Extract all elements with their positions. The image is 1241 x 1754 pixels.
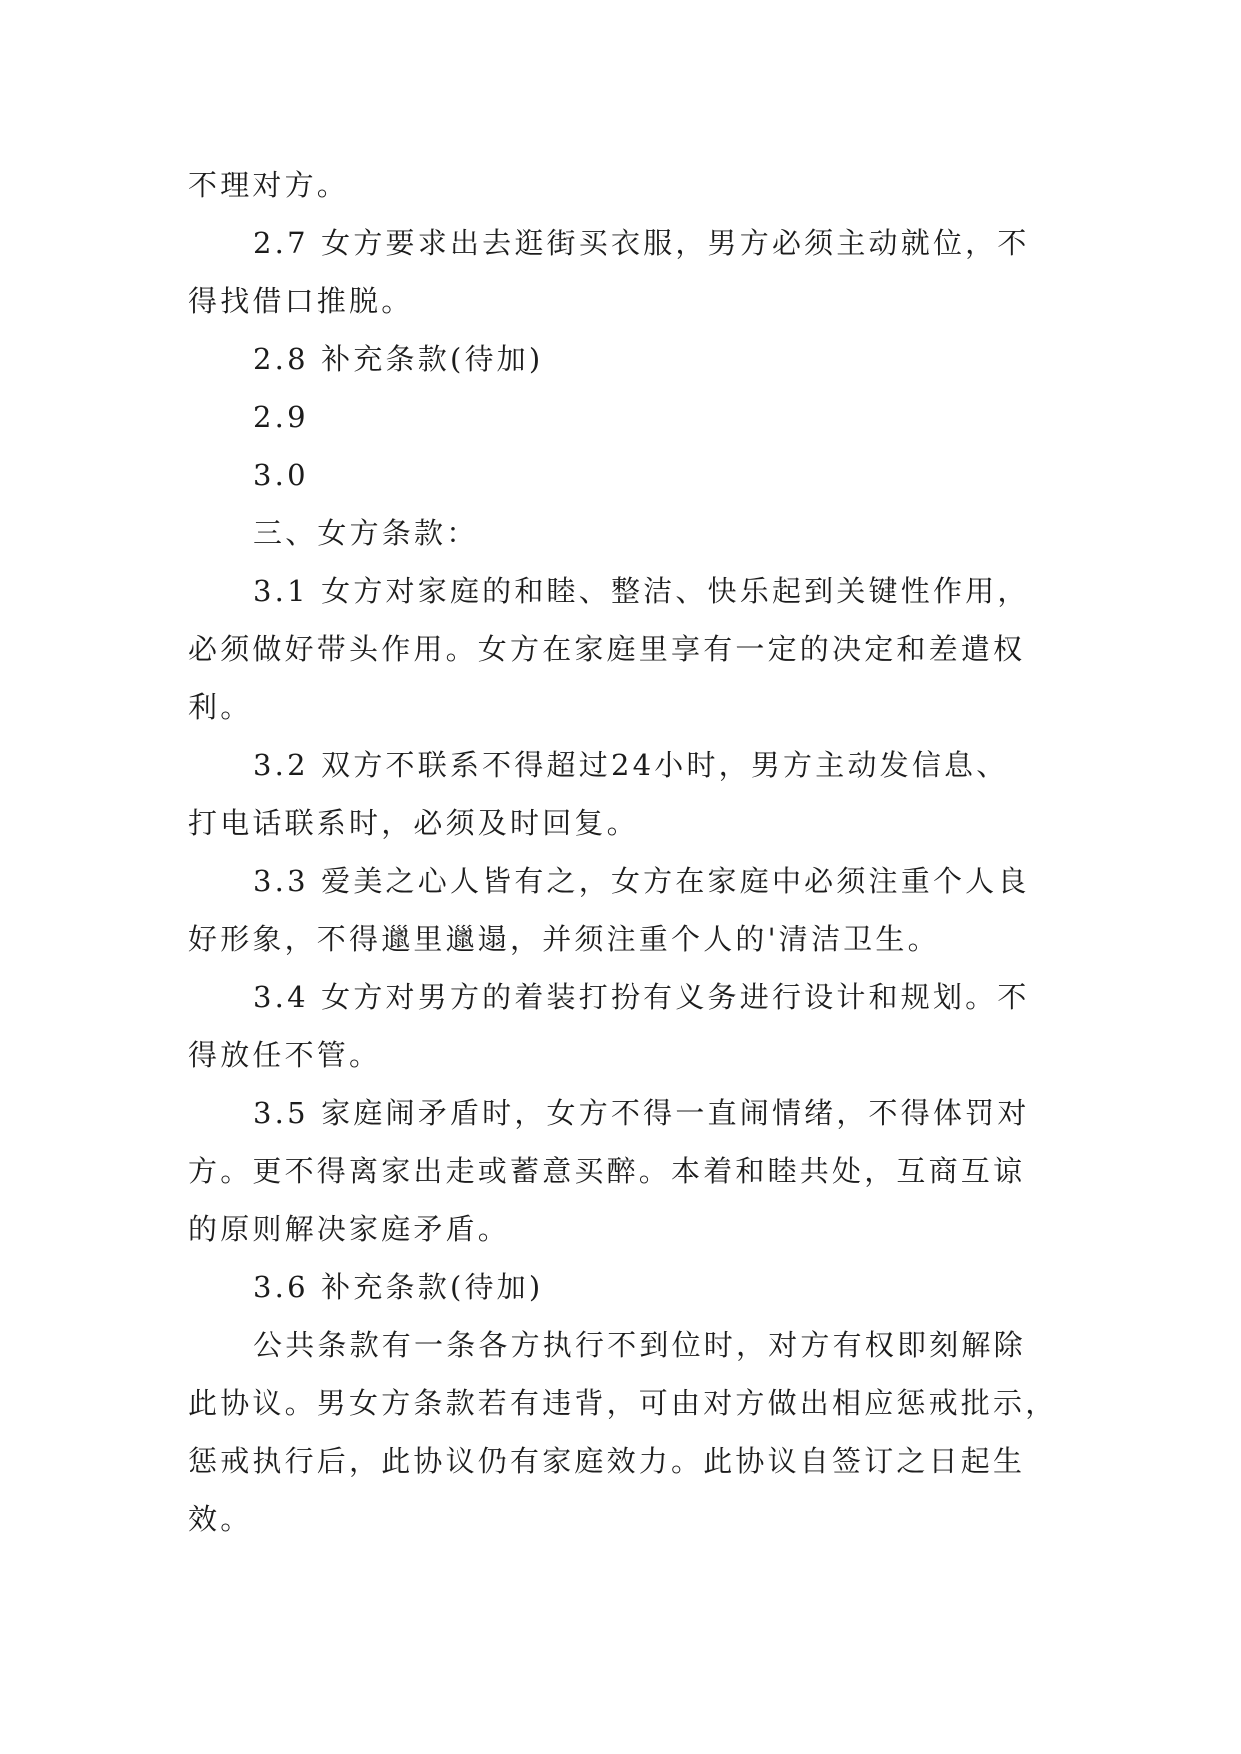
text-line: 方。更不得离家出走或蓄意买醉。本着和睦共处，互商互谅 (188, 1154, 1026, 1188)
text-line: 不理对方。 (188, 168, 350, 202)
text-line: 3.2 双方不联系不得超过24小时，男方主动发信息、 (253, 748, 1009, 782)
text-line: 3.1 女方对家庭的和睦、整洁、快乐起到关键性作用， (253, 574, 1030, 608)
text-line: 利。 (188, 690, 253, 724)
document-body (188, 156, 1058, 1548)
text-line: 3.4 女方对男方的着装打扮有义务进行设计和规划。不 (253, 980, 1030, 1014)
text-line: 效。 (188, 1502, 253, 1536)
text-line: 此协议。男女方条款若有违背，可由对方做出相应惩戒批示， (188, 1386, 1058, 1420)
text-line: 的原则解决家庭矛盾。 (188, 1212, 511, 1246)
text-line: 得找借口推脱。 (188, 284, 414, 318)
text-line: 3.0 (253, 458, 309, 492)
section-heading: 三、女方条款： (253, 516, 479, 550)
text-line: 3.3 爱美之心人皆有之，女方在家庭中必须注重个人良 (253, 864, 1030, 898)
text-line: 2.7 女方要求出去逛街买衣服，男方必须主动就位，不 (253, 226, 1030, 260)
text-line: 公共条款有一条各方执行不到位时，对方有权即刻解除 (253, 1328, 1026, 1362)
text-line: 2.9 (253, 400, 309, 434)
text-line: 打电话联系时，必须及时回复。 (188, 806, 639, 840)
text-line: 得放任不管。 (188, 1038, 382, 1072)
text-line: 3.6 补充条款(待加) (253, 1270, 544, 1304)
text-line: 2.8 补充条款(待加) (253, 342, 544, 376)
text-line: 好形象，不得邋里邋遢，并须注重个人的'清洁卫生。 (188, 922, 940, 956)
text-line: 必须做好带头作用。女方在家庭里享有一定的决定和差遣权 (188, 632, 1026, 666)
text-line: 3.5 家庭闹矛盾时，女方不得一直闹情绪，不得体罚对 (253, 1096, 1030, 1130)
text-line: 惩戒执行后，此协议仍有家庭效力。此协议自签订之日起生 (188, 1444, 1026, 1478)
